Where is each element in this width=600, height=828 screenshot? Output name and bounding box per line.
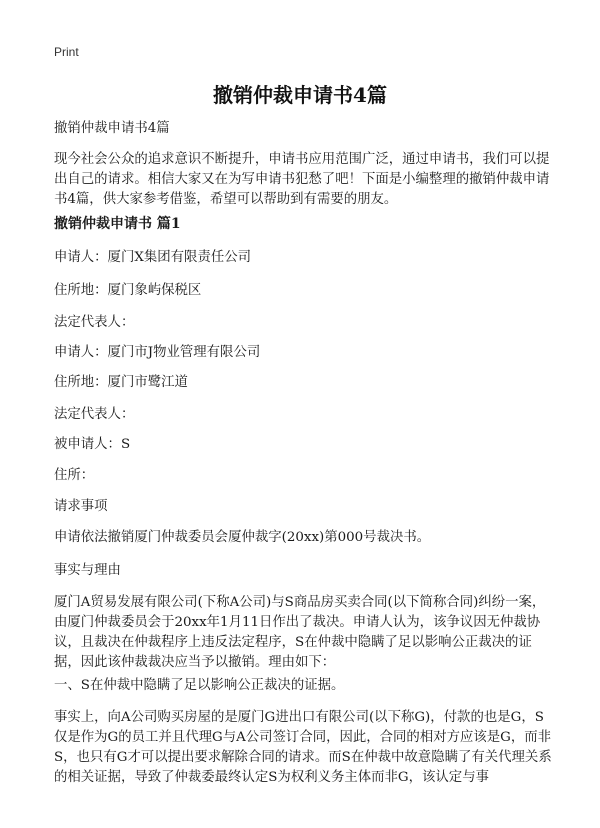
address-2: 住所地：厦门市鹭江道 [54,375,188,390]
section-heading: 撤销仲裁申请书 篇1 [54,216,181,232]
request-text: 申请依法撤销厦门仲裁委员会厦仲裁字(20xx)第000号裁决书。 [54,530,431,545]
address-1: 住所地：厦门象屿保税区 [54,283,202,298]
intro-paragraph: 现今社会公众的追求意识不断提升，申请书应用范围广泛，通过申请书，我们可以提出自己的请求。相信大家又在为写申请书犯愁了吧！下面是小编整理的撤销仲裁申请书4篇，供大家参考借鉴，希望可以帮助到有需要的朋友。 [54,152,550,207]
print-label[interactable]: Print [54,45,79,59]
applicant-1: 申请人：厦门X集团有限责任公司 [54,250,252,265]
applicant-2: 申请人：厦门市J物业管理有限公司 [54,345,261,360]
respondent-address: 住所： [54,468,95,483]
facts-heading: 事实与理由 [54,563,121,578]
document-title: 撤销仲裁申请书4篇 [213,83,387,107]
respondent: 被申请人：S [54,437,131,452]
request-heading: 请求事项 [54,499,108,514]
document-subtitle: 撤销仲裁申请书4篇 [54,121,170,136]
legal-rep-1: 法定代表人： [54,315,135,330]
facts-paragraph-2: 事实上，向A公司购买房屋的是厦门G进出口有限公司(以下称G)，付款的也是G，S仅是作为G的员工并且代理G与A公司签订合同，因此，合同的相对方应该是G，而非S，也只有G才可以提出要求解除合同的请求。而S在仲裁中故意隐瞒了有关代理关系的相关证据，导致了仲裁委最终认定S为权利义务主体而非G，该认定与事 [54,710,552,785]
point-1: 一、S在仲裁中隐瞒了足以影响公正裁决的证据。 [54,678,345,693]
legal-rep-2: 法定代表人： [54,407,135,422]
facts-paragraph-1: 厦门A贸易发展有限公司(下称A公司)与S商品房买卖合同(以下简称合同)纠纷一案，由厦门仲裁委员会于20xx年1月11日作出了裁决。申请人认为，该争议因无仲裁协议，且裁决在仲裁程序上违反法定程序，S在仲裁中隐瞒了足以影响公正裁决的证据，因此该仲裁裁决应当予以撤销。理由如下： [54,595,546,670]
